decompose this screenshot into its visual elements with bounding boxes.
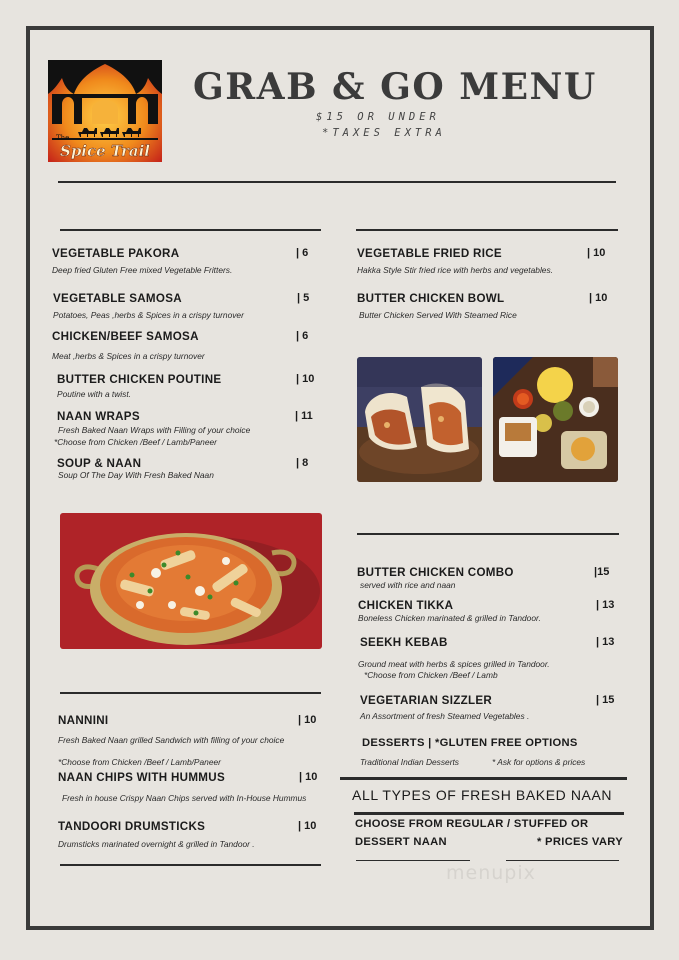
menu-item-note: *Choose from Chicken /Beef / Lamb/Paneer [54,437,217,447]
menu-item-name: NAAN CHIPS WITH HUMMUS [58,771,225,784]
bottom-section-divider [60,692,321,694]
menu-item-desc: Potatoes, Peas ,herbs & Spices in a crispy turnover [53,310,244,320]
taxes-subtitle: *TAXES EXTRA [322,127,446,139]
spice-trail-logo [48,60,162,162]
menu-item-price: | 6 [296,330,309,342]
menu-item-name: BUTTER CHICKEN COMBO [357,566,514,579]
logo-brand-text: Spice Trail [59,142,151,160]
menu-item-price: |15 [594,566,610,578]
menu-item-price: | 10 [589,292,608,304]
menu-item-price: | 13 [596,599,615,611]
menu-item-name: NAAN WRAPS [57,410,140,423]
desserts-desc: Traditional Indian Desserts [360,757,459,767]
menu-item-desc: Ground meat with herbs & spices grilled in Tandoor. [358,659,550,669]
menu-item-price: | 10 [298,714,317,726]
price-cap-subtitle: $15 OR UNDER [316,111,440,123]
menu-item-price: | 13 [596,636,615,648]
naan-choice-line2: DESSERT NAAN [355,836,447,848]
menu-item-name: VEGETARIAN SIZZLER [360,694,493,707]
right-section-divider [356,229,618,231]
bottom-end-divider [60,864,321,866]
menu-item-desc: Butter Chicken Served With Steamed Rice [359,310,517,320]
menu-item-price: | 8 [296,457,309,469]
menu-item-desc: Fresh in house Crispy Naan Chips served with In-House Hummus [62,793,307,803]
menu-item-desc: An Assortment of fresh Steamed Vegetables . [360,711,530,721]
menu-item-desc: Deep fried Gluten Free mixed Vegetable Fritters. [52,265,233,275]
naan-bottom-rule-right [506,860,619,861]
menu-item-name: CHICKEN/BEEF SAMOSA [52,330,199,343]
naan-price-note: * PRICES VARY [537,836,623,848]
menu-item-desc: Poutine with a twist. [57,389,132,399]
menu-item-price: | 11 [295,410,313,422]
menu-item-price: | 10 [296,373,315,385]
desserts-note: * Ask for options & prices [492,757,586,767]
menu-item-desc: Soup Of The Day With Fresh Baked Naan [58,470,214,480]
naan-bottom-rule-left [356,860,470,861]
naan-wraps-photo [357,357,482,482]
menu-item-name: BUTTER CHICKEN POUTINE [57,373,222,386]
thali-platter-photo [493,357,618,482]
menu-item-name: SOUP & NAAN [57,457,142,470]
menu-item-price: | 15 [596,694,615,706]
menu-item-name: CHICKEN TIKKA [358,599,454,612]
logo-small-text: The [56,134,70,142]
menupix-watermark: menupix [446,862,536,884]
menu-item-name: VEGETABLE PAKORA [52,247,180,260]
menu-item-name: TANDOORI DRUMSTICKS [58,820,206,833]
butter-chicken-poutine-photo [60,513,322,649]
left-section-divider [60,229,321,231]
header-divider [58,181,616,183]
menu-item-price: | 5 [297,292,310,304]
logo-graphic [48,60,162,162]
menu-item-name: VEGETABLE SAMOSA [53,292,182,305]
naan-banner: ALL TYPES OF FRESH BAKED NAAN [352,787,613,803]
naan-banner-top-rule [340,777,627,780]
menu-item-name: NANNINI [58,714,109,727]
menu-item-price: | 6 [296,247,309,259]
combo-section-divider [357,533,619,535]
menu-item-note: *Choose from Chicken /Beef / Lamb/Paneer [58,757,221,767]
menu-item-desc: served with rice and naan [360,580,456,590]
menu-item-desc: Fresh Baked Naan Wraps with Filling of your choice [58,425,251,435]
menu-item-desc: Hakka Style Stir fried rice with herbs and vegetables. [357,265,553,275]
menu-item-desc: Drumsticks marinated overnight & grilled in Tandoor . [58,839,255,849]
menu-item-name: VEGETABLE FRIED RICE [357,247,502,260]
menu-item-desc: Fresh Baked Naan grilled Sandwich with filling of your choice [58,735,285,745]
menu-item-desc: Meat ,herbs & Spices in a crispy turnover [52,351,205,361]
menu-item-price: | 10 [587,247,606,259]
desserts-heading: DESSERTS | *GLUTEN FREE OPTIONS [362,737,578,749]
menu-item-name: SEEKH KEBAB [360,636,448,649]
menu-item-name: BUTTER CHICKEN BOWL [357,292,505,305]
menu-item-price: | 10 [299,771,318,783]
naan-choice-line1: CHOOSE FROM REGULAR / STUFFED OR [355,818,589,830]
page-title: GRAB & GO MENU [193,66,597,108]
menu-item-desc: Boneless Chicken marinated & grilled in Tandoor. [358,613,541,623]
menu-item-price: | 10 [298,820,317,832]
menu-item-note: *Choose from Chicken /Beef / Lamb [364,670,498,680]
naan-banner-bottom-rule [354,812,624,815]
